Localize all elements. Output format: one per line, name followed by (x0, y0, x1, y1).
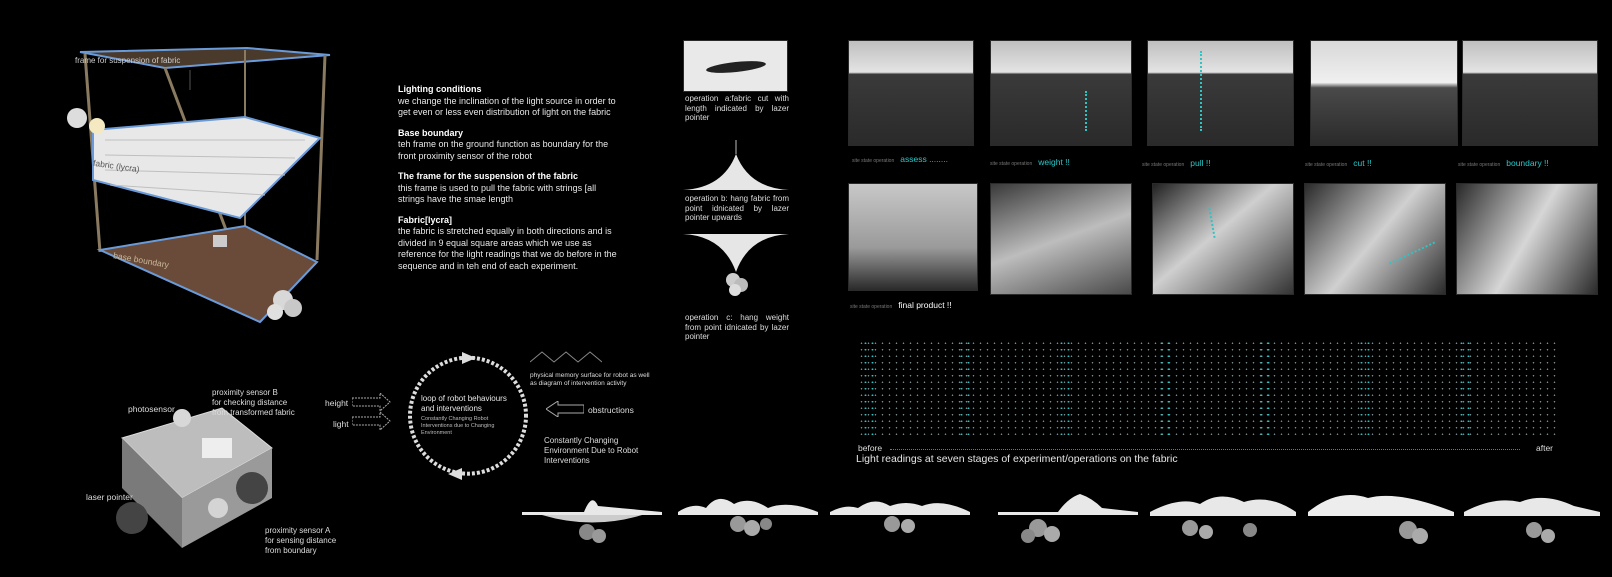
experiment-photo-4 (1310, 40, 1458, 146)
lighting-section (398, 84, 624, 119)
laser-line (1085, 91, 1087, 131)
experiment-photo-6 (848, 183, 978, 291)
lighting-title: Lighting conditions (398, 84, 482, 94)
experiment-photo-7 (990, 183, 1132, 295)
photo-caption-2: site state operation weight !! (990, 157, 1070, 167)
fabric-label: fabric (lycra) (92, 157, 141, 175)
experiment-photo-10 (1456, 183, 1598, 295)
fabric-section (398, 215, 624, 273)
operation-b-text: operation b: hang fabric from point idnicated by lazer pointer upwards (685, 194, 789, 222)
frame-label: frame for suspension of fabric (75, 56, 181, 65)
experiment-photo-2 (990, 40, 1132, 146)
reading-stage-6 (1358, 340, 1372, 438)
reading-stage-2 (958, 340, 972, 438)
experiment-photo-1 (848, 40, 974, 146)
experiment-photo-3 (1147, 40, 1294, 146)
process-stage-5 (1150, 496, 1296, 539)
reading-stage-4 (1158, 340, 1172, 438)
frame-model-drawing (55, 30, 355, 350)
base-title: Base boundary (398, 127, 464, 138)
process-stage-7 (1464, 498, 1600, 543)
robot-drawing (112, 398, 277, 560)
process-stage-3 (830, 501, 970, 533)
hang-fabric-icon (683, 140, 789, 192)
light-readings-title: Light readings at seven stages of experiment/operations on the fabric (856, 453, 1178, 465)
environment-text: Constantly Changing Environment Due to Robot Interventions (544, 436, 639, 465)
laser-line (1200, 51, 1202, 131)
hang-weight-icon (683, 230, 789, 300)
reading-stage-3 (1058, 340, 1072, 438)
frame-model (55, 30, 355, 350)
lighting-text: we change the inclination of the light source in order to get even or less even distribution of light on the fabric (398, 95, 616, 117)
photo-caption-4: site state operation cut !! (1305, 158, 1372, 168)
frame-section (398, 171, 624, 206)
base-section (398, 128, 624, 163)
loop-center-title: loop of robot behaviours and interventions (421, 394, 507, 413)
laser-line (1208, 208, 1215, 238)
operation-a-image (683, 40, 788, 92)
memory-zigzag-icon (530, 348, 602, 366)
obstructions-arrow (546, 401, 584, 417)
operation-c-text: operation c: hang weight from point idnicated by lazer pointer (685, 313, 789, 341)
reading-stage-7 (1458, 340, 1472, 438)
fabric-title: Fabric[lycra] (398, 214, 453, 225)
frame-title: The frame for the suspension of the fabric (398, 171, 579, 181)
timeline-line (890, 449, 1520, 450)
description-block (398, 84, 624, 281)
photo-caption-5: site state operation boundary !! (1458, 158, 1549, 168)
fabric-cut-icon (684, 41, 787, 91)
reading-stage-5 (1258, 340, 1272, 438)
loop-center-text (421, 394, 517, 437)
process-stage-6 (1308, 495, 1454, 544)
input-height-label: height (325, 398, 349, 408)
before-label: before (858, 443, 883, 453)
after-label: after (1536, 443, 1554, 453)
obstructions-label: obstructions (588, 405, 634, 415)
operation-b-image (683, 140, 789, 192)
laser-line (1389, 242, 1435, 265)
proximity-b-label: proximity sensor B for checking distance from transformed fabric (212, 388, 295, 417)
process-stage-4 (998, 494, 1138, 543)
process-stage-2 (678, 499, 818, 536)
photo-caption-1: site state operation assess ........ (852, 154, 948, 164)
process-sequence (522, 490, 1600, 560)
loop-center-sub: Constantly Changing Robot Interventions due to Changing Environment (421, 416, 495, 436)
final-caption: site state operation final product !! (850, 300, 952, 310)
memory-label: physical memory surface for robot as well as diagram of intervention activity (530, 372, 650, 387)
experiment-photo-8 (1152, 183, 1294, 295)
photo-caption-3: site state operation pull !! (1142, 158, 1211, 168)
robot-image (112, 398, 277, 560)
base-text: teh frame on the ground function as boundary for the front proximity sensor of the robot (398, 139, 609, 161)
photosensor-label: photosensor (128, 404, 175, 414)
light-readings-panel (858, 340, 1560, 438)
base-label: base boundary (112, 250, 170, 270)
fabric-text: the fabric is stretched equally in both directions and is divided in 9 equal square areas which we use as reference for the light readings that we do before in the sequence and in teh end of each experiment. (398, 226, 617, 271)
frame-text: this frame is used to pull the fabric with strings [all strings have the smae length (398, 182, 597, 204)
process-stage-1 (522, 500, 662, 543)
laser-pointer-label: laser pointer (86, 492, 133, 502)
reading-stage-1 (862, 340, 876, 438)
input-light-label: light (333, 419, 349, 429)
experiment-photo-9 (1304, 183, 1446, 295)
input-arrows (352, 393, 392, 433)
operation-a-text: operation a:fabric cut with length indicated by lazer pointer (685, 94, 789, 122)
proximity-a-label: proximity sensor A for sensing distance from boundary (265, 526, 337, 555)
operation-c-image (683, 230, 789, 300)
experiment-photo-5 (1462, 40, 1598, 146)
